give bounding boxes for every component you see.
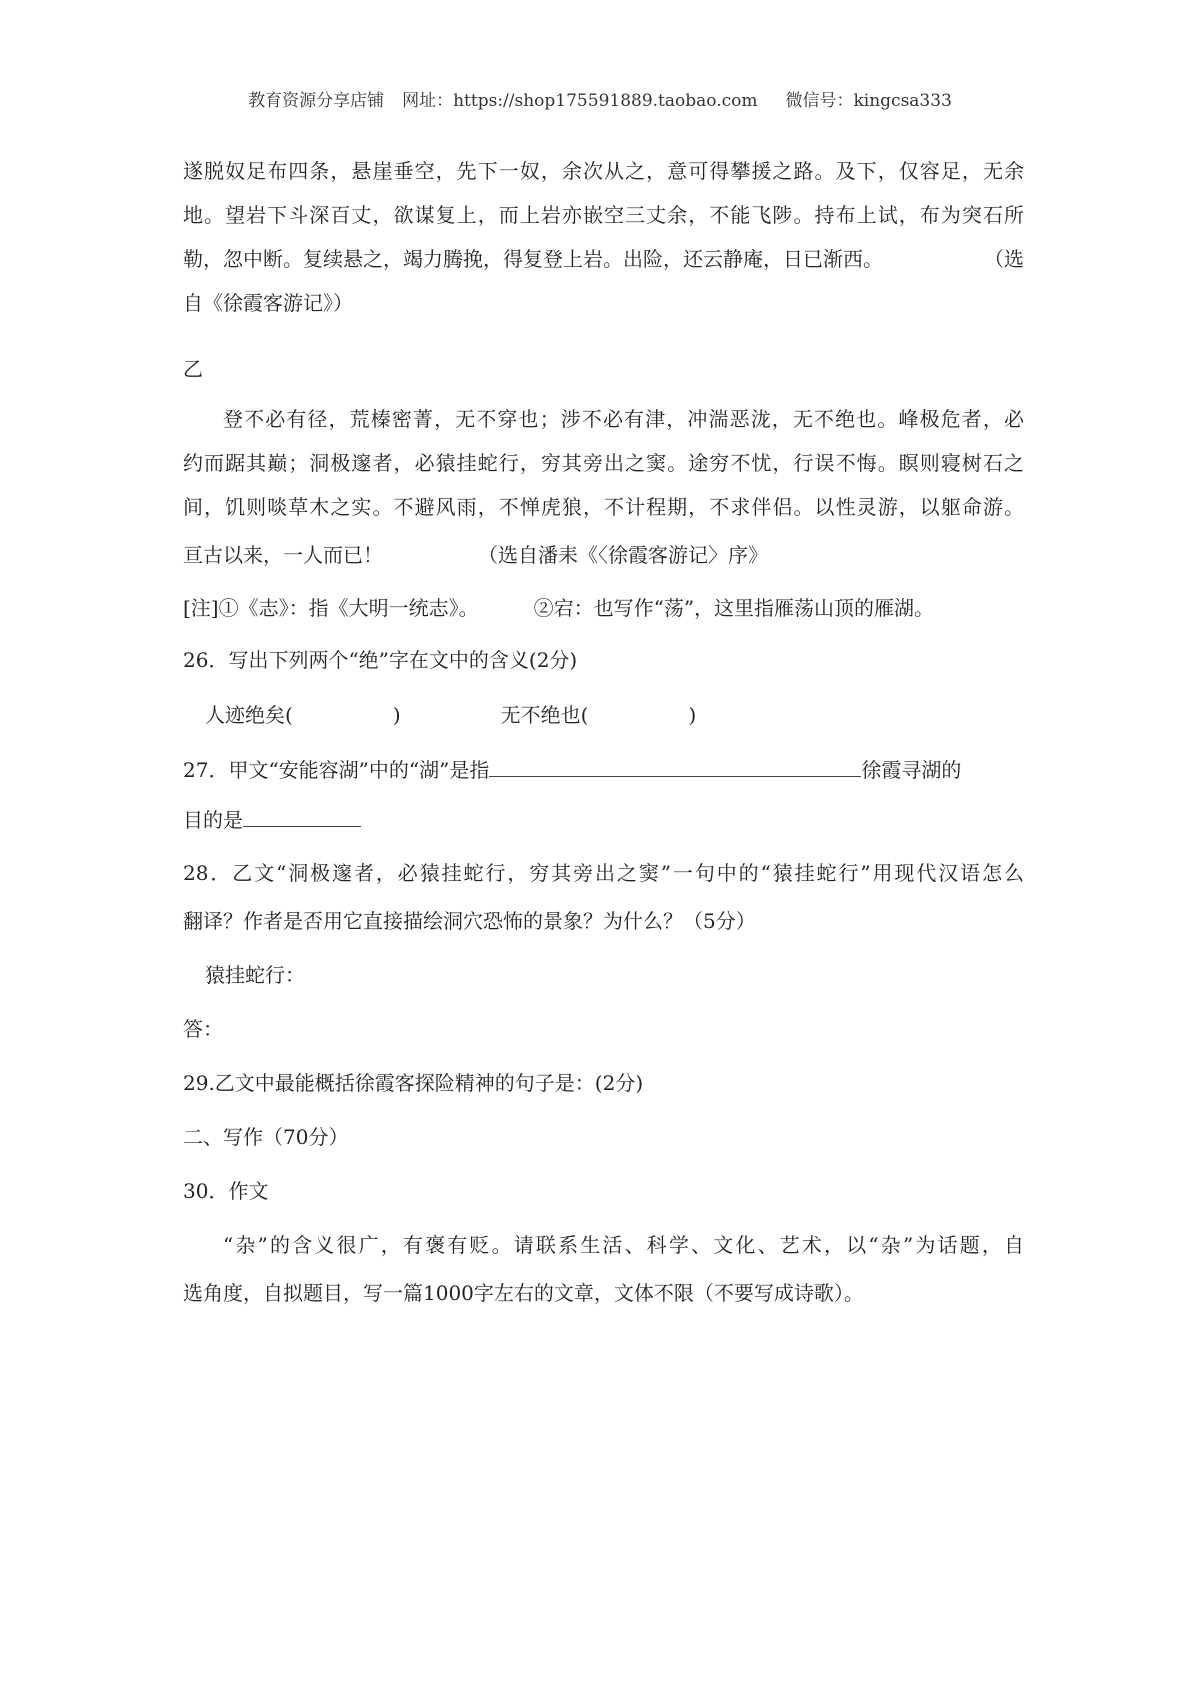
note-part-2: ②宕：也写作“荡”，这里指雁荡山顶的雁湖。 [533,596,935,620]
question-28-line-1: 28．乙文“洞极邃者，必猿挂蛇行，穷其旁出之窦”一句中的“猿挂蛇行”用现代汉语怎么 [183,861,1024,885]
passage-a-line-2: 地。望岩下斗深百丈，欲谋复上，而上岩亦嵌空三丈余，不能飞陟。持布上试，布为突石所 [183,203,1024,227]
q28-answer-label-2: 答： [183,1017,223,1041]
question-30-line-1: “杂”的含义很广，有褒有贬。请联系生活、科学、文化、艺术，以“杂”为话题，自 [223,1233,1024,1257]
q26-item-1-close: ) [392,703,401,727]
passage-b-line-3: 间，饥则啖草木之实。不避风雨，不惮虎狼，不计程期，不求伴侣。以性灵游，以躯命游。 [183,495,1024,519]
header-url: https://shop175591889.taobao.com [453,91,758,111]
passage-a-line-1: 遂脱奴足布四条，悬崖垂空，先下一奴，余次从之，意可得攀援之路。及下，仅容足，无余 [183,159,1024,183]
passage-b-label: 乙 [183,357,203,381]
q27-part-3: 目的是 [183,808,243,832]
passage-b-source: （选自潘耒《〈徐霞客游记〉序》 [478,543,768,567]
passage-a-line-3 [183,244,1024,274]
q27-part-2: 徐霞寻湖的 [861,758,962,782]
passage-a-source: 自《徐霞客游记》） [183,291,353,315]
passage-a-line-3-text: 勒，忽中断。复续悬之，竭力腾挽，得复登上岩。出险，还云静庵，日已渐西。 [183,247,883,271]
q28-answer-label-1: 猿挂蛇行： [205,963,305,987]
passage-b-line-2: 约而踞其巅；洞极邃者，必猿挂蛇行，穷其旁出之窦。途穷不忧，行误不悔。瞑则寝树石之 [183,451,1024,475]
question-30-title: 30．作文 [183,1179,269,1203]
header-url-label: 网址： [402,91,454,111]
passage-b-line-1: 登不必有径，荒榛密菁，无不穿也；涉不必有津，冲湍恶泷，无不绝也。峰极危者，必 [223,407,1024,431]
header-wechat: 微信号：kingcsa333 [785,91,952,111]
q26-item-2-close: ) [688,703,697,727]
question-26-items [183,700,1024,730]
annotation-note [183,593,1024,623]
question-27 [183,754,1024,784]
passage-a-source-open: （选 [984,247,1024,271]
question-30-line-2: 选角度，自拟题目，写一篇1000字左右的文章，文体不限（不要写成诗歌）。 [183,1281,864,1305]
q27-answer-blank-2[interactable] [243,804,361,827]
q27-part-1: 27．甲文“安能容湖”中的“湖”是指 [183,758,490,782]
header-shop-name: 教育资源分享店铺 [248,91,385,111]
question-27-line-2 [183,804,1024,834]
question-29: 29.乙文中最能概括徐霞客探险精神的句子是：(2分) [183,1071,644,1095]
passage-b-line-4-text: 亘古以来，一人而已！ [183,543,383,567]
q27-answer-blank-1[interactable] [489,754,861,777]
q26-item-1-open: 人迹绝矣( [205,703,293,727]
question-26: 26．写出下列两个“绝”字在文中的含义(2分) [183,648,578,672]
section-2-title: 二、写作（70分） [183,1125,349,1149]
passage-b-line-4 [183,540,1024,570]
note-part-1: [注]①《志》：指《大明一统志》。 [183,596,479,620]
question-28-line-2: 翻译？作者是否用它直接描绘洞穴恐怖的景象？为什么？（5分） [183,909,756,933]
page-header [0,86,1200,111]
q26-item-2-open: 无不绝也( [500,703,589,727]
